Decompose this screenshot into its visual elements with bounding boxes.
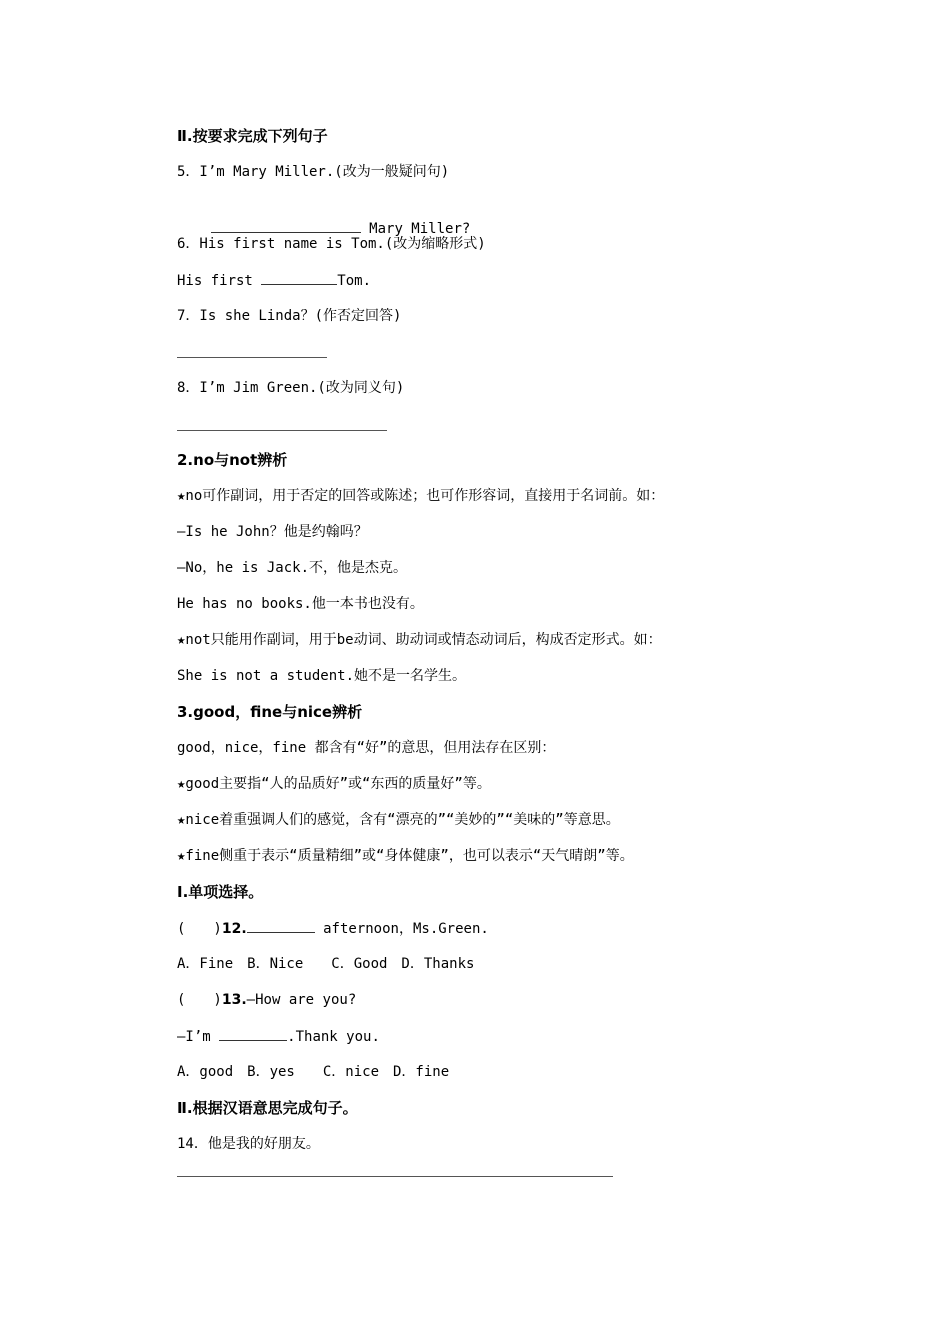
no-not-example-2: —No，he is Jack.不，他是杰克。 [177, 560, 408, 576]
question-14-answer-blank[interactable] [177, 1176, 613, 1177]
question-12-number: 12. [221, 921, 247, 937]
answer-blank[interactable] [261, 270, 337, 285]
question-13-line-2 [177, 1026, 830, 1047]
question-6-answer-prefix: His first [177, 273, 262, 289]
no-not-example-4: She is not a student.她不是一名学生。 [177, 668, 467, 684]
question-6-answer-suffix: Tom. [337, 273, 372, 289]
section-heading-rewrite: Ⅱ.按要求完成下列句子 [177, 127, 328, 145]
section-heading-no-not: 2.no与not辨析 [177, 451, 288, 469]
answer-blank[interactable] [219, 1026, 287, 1041]
question-5-answer-text: Mary Miller? [369, 221, 471, 237]
question-6: 6．His first name is Tom.(改为缩略形式) [177, 236, 486, 252]
no-not-paragraph-2: ★not只能用作副词，用于be动词、助动词或情态动词后，构成否定形式。如： [177, 632, 662, 648]
question-6-answer-line [177, 270, 830, 291]
good-fine-nice-paragraph-2: ★good主要指“人的品质好”或“东西的质量好”等。 [177, 776, 491, 792]
question-14: 14．他是我的好朋友。 [177, 1136, 320, 1152]
question-13-suffix: .Thank you. [287, 1029, 380, 1045]
question-12-text: afternoon，Ms.Green. [314, 921, 489, 937]
question-13-text: —How are you? [246, 992, 357, 1008]
question-7-answer-blank[interactable] [177, 357, 327, 358]
question-5: 5．I’m Mary Miller.(改为一般疑问句) [177, 164, 450, 180]
question-13-options: A．good B．yes C．nice D．fine [177, 1064, 450, 1080]
question-7: 7．Is she Linda？(作否定回答) [177, 308, 402, 324]
answer-blank[interactable] [211, 218, 361, 233]
question-13-number: 13. [221, 992, 247, 1008]
good-fine-nice-paragraph-1: good，nice，fine 都含有“好”的意思，但用法存在区别： [177, 740, 556, 756]
answer-paren[interactable]: ( ) [177, 921, 222, 937]
question-13 [177, 990, 830, 1010]
question-13-prefix: —I’m [177, 1029, 220, 1045]
good-fine-nice-paragraph-3: ★nice着重强调人们的感觉，含有“漂亮的”“美妙的”“美味的”等意思。 [177, 812, 620, 828]
no-not-example-3: He has no books.他一本书也没有。 [177, 596, 424, 612]
section-heading-multiple-choice: Ⅰ.单项选择。 [177, 883, 264, 901]
section-heading-translation: Ⅱ.根据汉语意思完成句子。 [177, 1099, 358, 1117]
no-not-paragraph-1: ★no可作副词，用于否定的回答或陈述；也可作形容词，直接用于名词前。如： [177, 488, 665, 504]
answer-paren[interactable]: ( ) [177, 992, 222, 1008]
question-12-options: A．Fine B．Nice C．Good D．Thanks [177, 956, 475, 972]
answer-blank[interactable] [247, 918, 315, 933]
section-heading-good-fine-nice: 3.good，fine与nice辨析 [177, 703, 363, 721]
question-8-answer-blank[interactable] [177, 430, 387, 431]
question-8: 8．I’m Jim Green.(改为同义句) [177, 380, 405, 396]
no-not-example-1: —Is he John？他是约翰吗？ [177, 524, 368, 540]
good-fine-nice-paragraph-4: ★fine侧重于表示“质量精细”或“身体健康”，也可以表示“天气晴朗”等。 [177, 848, 634, 864]
question-12 [177, 918, 830, 939]
